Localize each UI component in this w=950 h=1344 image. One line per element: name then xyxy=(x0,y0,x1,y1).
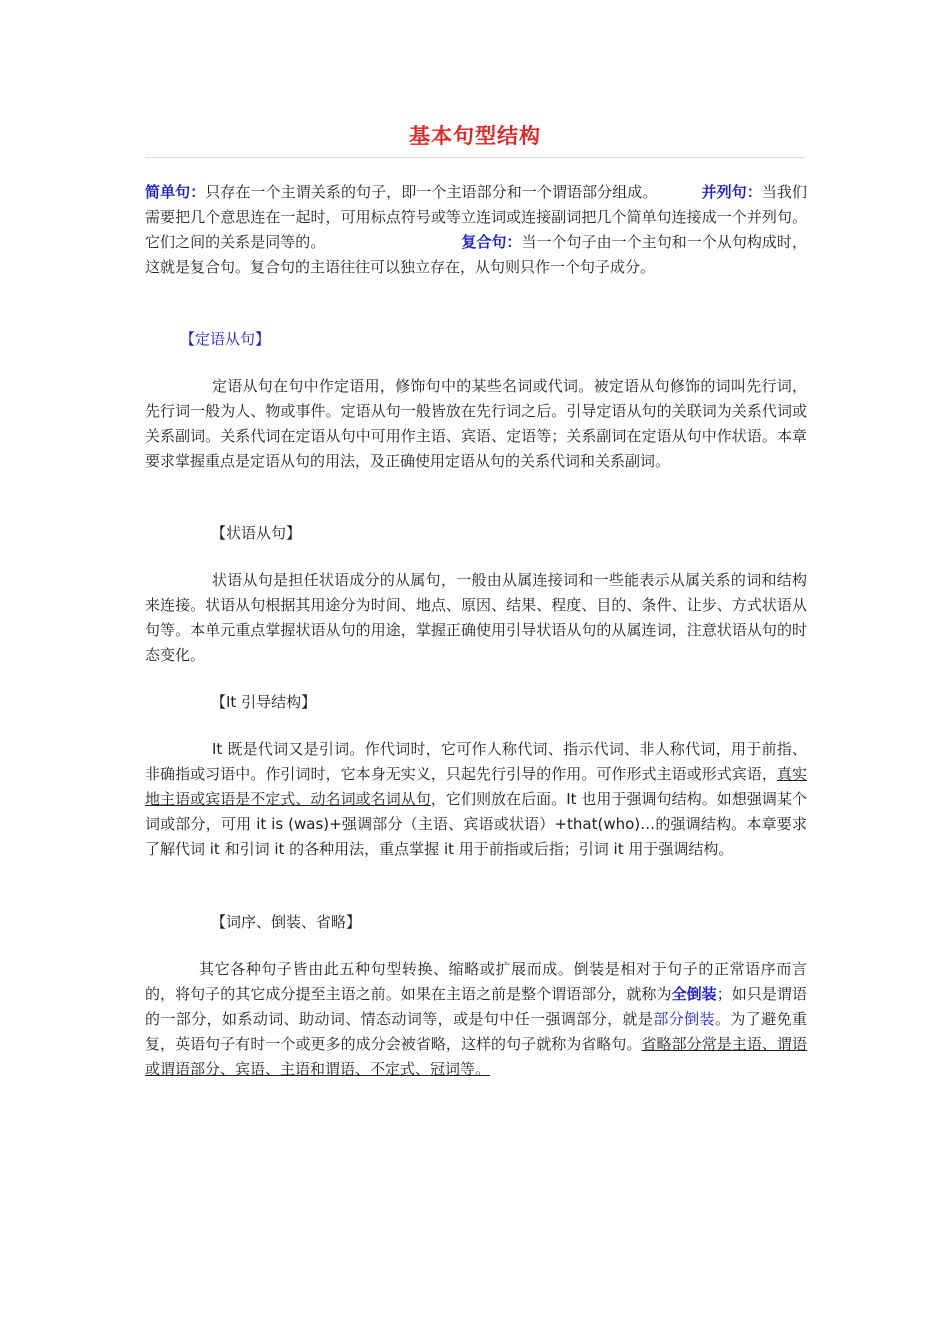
section-body-adverbial: 状语从句是担任状语成分的从属句，一般由从属连接词和一些能表示从属关系的词和结构来连接。状语从句根据其用途分为时间、地点、原因、结果、程度、目的、条件、让步、方式状语从句等。本单元重点掌握状语从句的用途，掌握正确使用引导状语从句的从属连词，注意状语从句的时态变化。 xyxy=(145,571,807,664)
section-heading-word-order: 【词序、倒装、省略】 xyxy=(211,913,362,931)
section-body-word-order xyxy=(145,957,807,1082)
title-divider xyxy=(145,157,805,158)
section-heading-adverbial: 【状语从句】 xyxy=(211,524,302,542)
intro-paragraph xyxy=(145,180,807,280)
section-heading-it-structure: 【It 引导结构】 xyxy=(211,693,317,711)
section-body-it-structure xyxy=(145,737,807,862)
word-order-part-1: 其它各种句子皆由此五种句型转换、缩略或扩展而成。倒装是相对于句子的正常语序而言的，将句子的其它成分提至主语之前。如果在主语之前是整个谓语部分，就称为 xyxy=(145,960,807,1003)
full-inversion-term: 全倒装 xyxy=(671,985,717,1003)
word-order-part-2: ；如只是谓语的一部分，如系动词、助动词、情态动词等，或是句中任一强调部分，就是 xyxy=(145,985,807,1028)
it-body-part-2: ，它们则放在后面。It 也用于强调句结构。如想强调某个词或部分，可用 it is (was)+强调部分（主语、宾语或状语）+that(who)…的强调结构。本章要求了解代词 it 和引词 it 的各种用法，重点掌握 it 用于前指或后指；引词 it 用于强调结构。 xyxy=(145,790,807,858)
compound-sentence-text: 当我们需要把几个意思连在一起时，可用标点符号或等立连词或连接副词把几个简单句连接成一个并列句。它们之间的关系是同等的。 xyxy=(145,183,807,251)
section-body-attributive: 定语从句在句中作定语用，修饰句中的某些名词或代词。被定语从句修饰的词叫先行词，先行词一般为人、物或事件。定语从句一般皆放在先行词之后。引导定语从句的关联词为关系代词或关系副词。关系代词在定语从句中可用作主语、宾语、定语等；关系副词在定语从句中作状语。本章要求掌握重点是定语从句的用法，及正确使用定语从句的关系代词和关系副词。 xyxy=(145,377,807,470)
simple-sentence-term: 简单句： xyxy=(145,183,206,201)
it-body-part-1: It 既是代词又是引词。作代词时，它可作人称代词、指示代词、非人称代词，用于前指、非确指或习语中。作引词时，它本身无实义，只起先行引导的作用。可作形式主语或形式宾语， xyxy=(145,740,807,783)
section-heading-attributive: 【定语从句】 xyxy=(180,330,271,348)
word-order-underlined: 省略部分常是主语、谓语或谓语部分、宾语、主语和谓语、不定式、冠词等。 xyxy=(145,1035,807,1078)
compound-sentence-term: 并列句： xyxy=(701,183,762,201)
page-title: 基本句型结构 xyxy=(409,124,541,148)
word-order-part-3: 。为了避免重复，英语句子有时一个或更多的成分会被省略，这样的句子就称为省略句。 xyxy=(145,1010,807,1053)
complex-sentence-term: 复合句： xyxy=(461,233,522,251)
complex-sentence-text: 当一个句子由一个主句和一个从句构成时，这就是复合句。复合句的主语往往可以独立存在，从句则只作一个句子成分。 xyxy=(145,233,807,276)
partial-inversion-term: 部分倒装 xyxy=(653,1010,715,1028)
simple-sentence-text: 只存在一个主谓关系的句子，即一个主语部分和一个谓语部分组成。 xyxy=(205,183,658,201)
it-body-underlined: 真实地主语或宾语是不定式、动名词或名词从句 xyxy=(145,765,807,808)
